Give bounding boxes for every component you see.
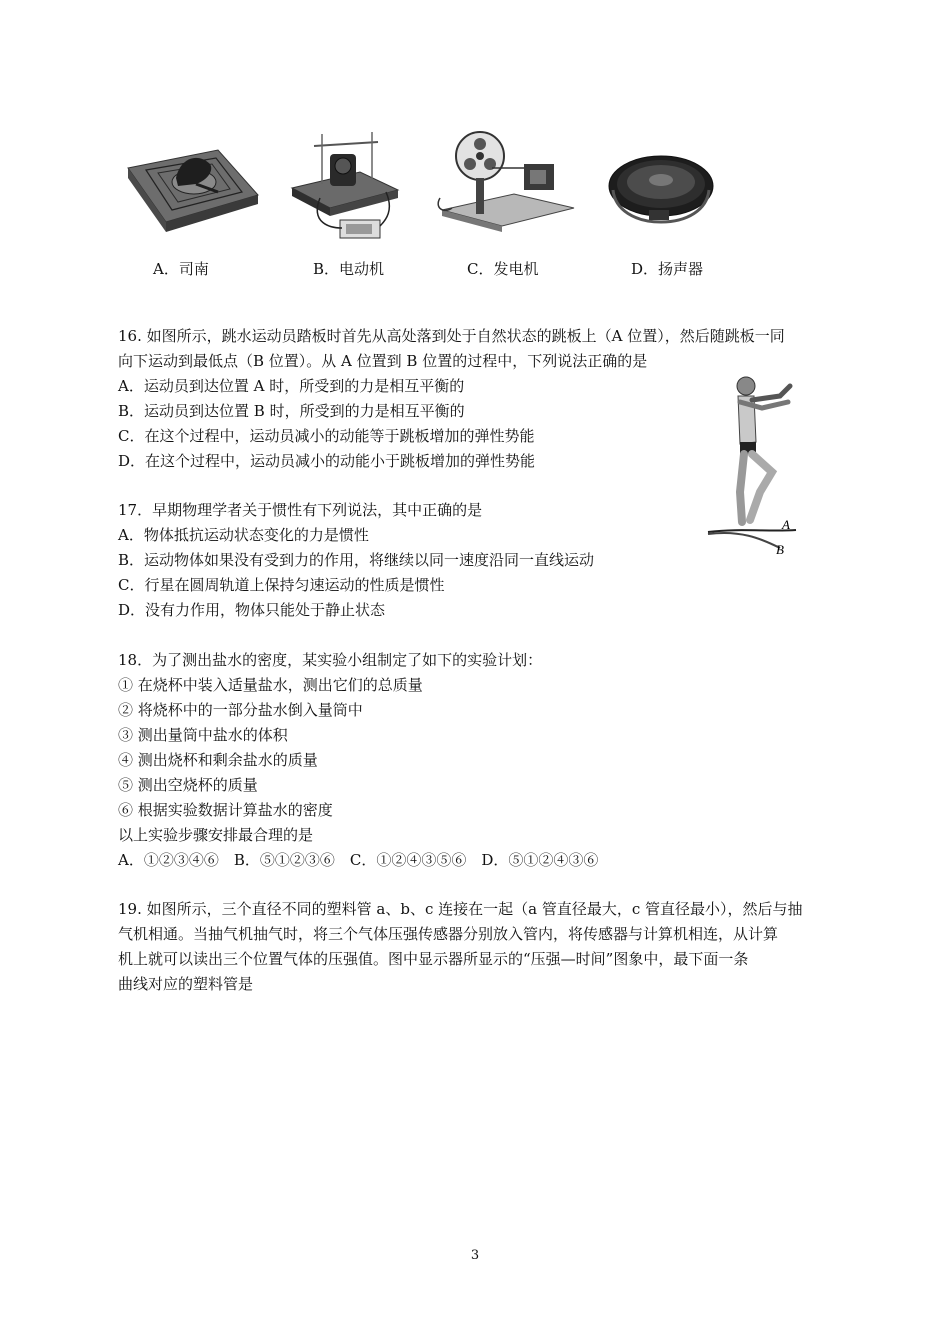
q16-stem-line-2: 向下运动到最低点（B 位置）。从 A 位置到 B 位置的过程中，下列说法正确的是	[118, 352, 648, 370]
q19-line-1: 19. 如图所示，三个直径不同的塑料管 a、b、c 连接在一起（a 管直径最大，c 管直径最小），然后与抽	[118, 900, 803, 918]
compass-sinan-icon	[118, 140, 263, 235]
q18-choices: A．①②③④⑥ B．⑤①②③⑥ C．①②④③⑤⑥ D．⑤①②④③⑥	[118, 851, 599, 869]
q18-stem: 18．为了测出盐水的密度，某实验小组制定了如下的实验计划：	[118, 651, 543, 669]
diver-label-a: A	[782, 517, 790, 532]
electric-motor-icon	[290, 128, 400, 246]
option-a-label: A．司南	[153, 260, 209, 278]
q17-option-c: C．行星在圆周轨道上保持匀速运动的性质是惯性	[118, 576, 445, 594]
q19-line-3: 机上就可以读出三个位置气体的压强值。图中显示器所显示的“压强—时间”图象中，最下面一条	[118, 950, 749, 968]
q18-question: 以上实验步骤安排最合理的是	[118, 826, 314, 844]
q16-option-a: A．运动员到达位置 A 时，所受到的力是相互平衡的	[118, 377, 465, 395]
diver-figure	[700, 372, 805, 560]
q16-option-b: B．运动员到达位置 B 时，所受到的力是相互平衡的	[118, 402, 465, 420]
option-b-label: B．电动机	[313, 260, 385, 278]
q17-option-d: D．没有力作用，物体只能处于静止状态	[118, 601, 386, 619]
page-number: 3	[470, 1248, 480, 1263]
q16-option-d: D．在这个过程中，运动员减小的动能小于跳板增加的弹性势能	[118, 452, 536, 470]
q18-step-3: ③ 测出量筒中盐水的体积	[118, 726, 288, 744]
q18-step-1: ① 在烧杯中装入适量盐水，测出它们的总质量	[118, 676, 423, 694]
q17-option-a: A．物体抵抗运动状态变化的力是惯性	[118, 526, 369, 544]
q18-step-4: ④ 测出烧杯和剩余盐水的质量	[118, 751, 318, 769]
q18-step-5: ⑤ 测出空烧杯的质量	[118, 776, 258, 794]
q19-line-2: 气机相通。当抽气机抽气时，将三个气体压强传感器分别放入管内，将传感器与计算机相连，从计算	[118, 925, 779, 943]
q18-step-2: ② 将烧杯中的一部分盐水倒入量筒中	[118, 701, 363, 719]
q16-stem-line-1: 16. 如图所示，跳水运动员踏板时首先从高处落到处于自然状态的跳板上（A 位置），然后随跳板一同	[118, 327, 785, 345]
generator-icon	[432, 128, 577, 233]
q17-option-b: B．运动物体如果没有受到力的作用，将继续以同一速度沿同一直线运动	[118, 551, 595, 569]
loudspeaker-icon	[605, 150, 717, 228]
q16-option-c: C．在这个过程中，运动员减小的动能等于跳板增加的弹性势能	[118, 427, 535, 445]
option-d-label: D．扬声器	[631, 260, 704, 278]
q19-line-4: 曲线对应的塑料管是	[118, 975, 254, 993]
q17-stem: 17．早期物理学者关于惯性有下列说法，其中正确的是	[118, 501, 483, 519]
q18-step-6: ⑥ 根据实验数据计算盐水的密度	[118, 801, 333, 819]
option-c-label: C．发电机	[467, 260, 539, 278]
diver-label-b: B	[776, 542, 784, 557]
